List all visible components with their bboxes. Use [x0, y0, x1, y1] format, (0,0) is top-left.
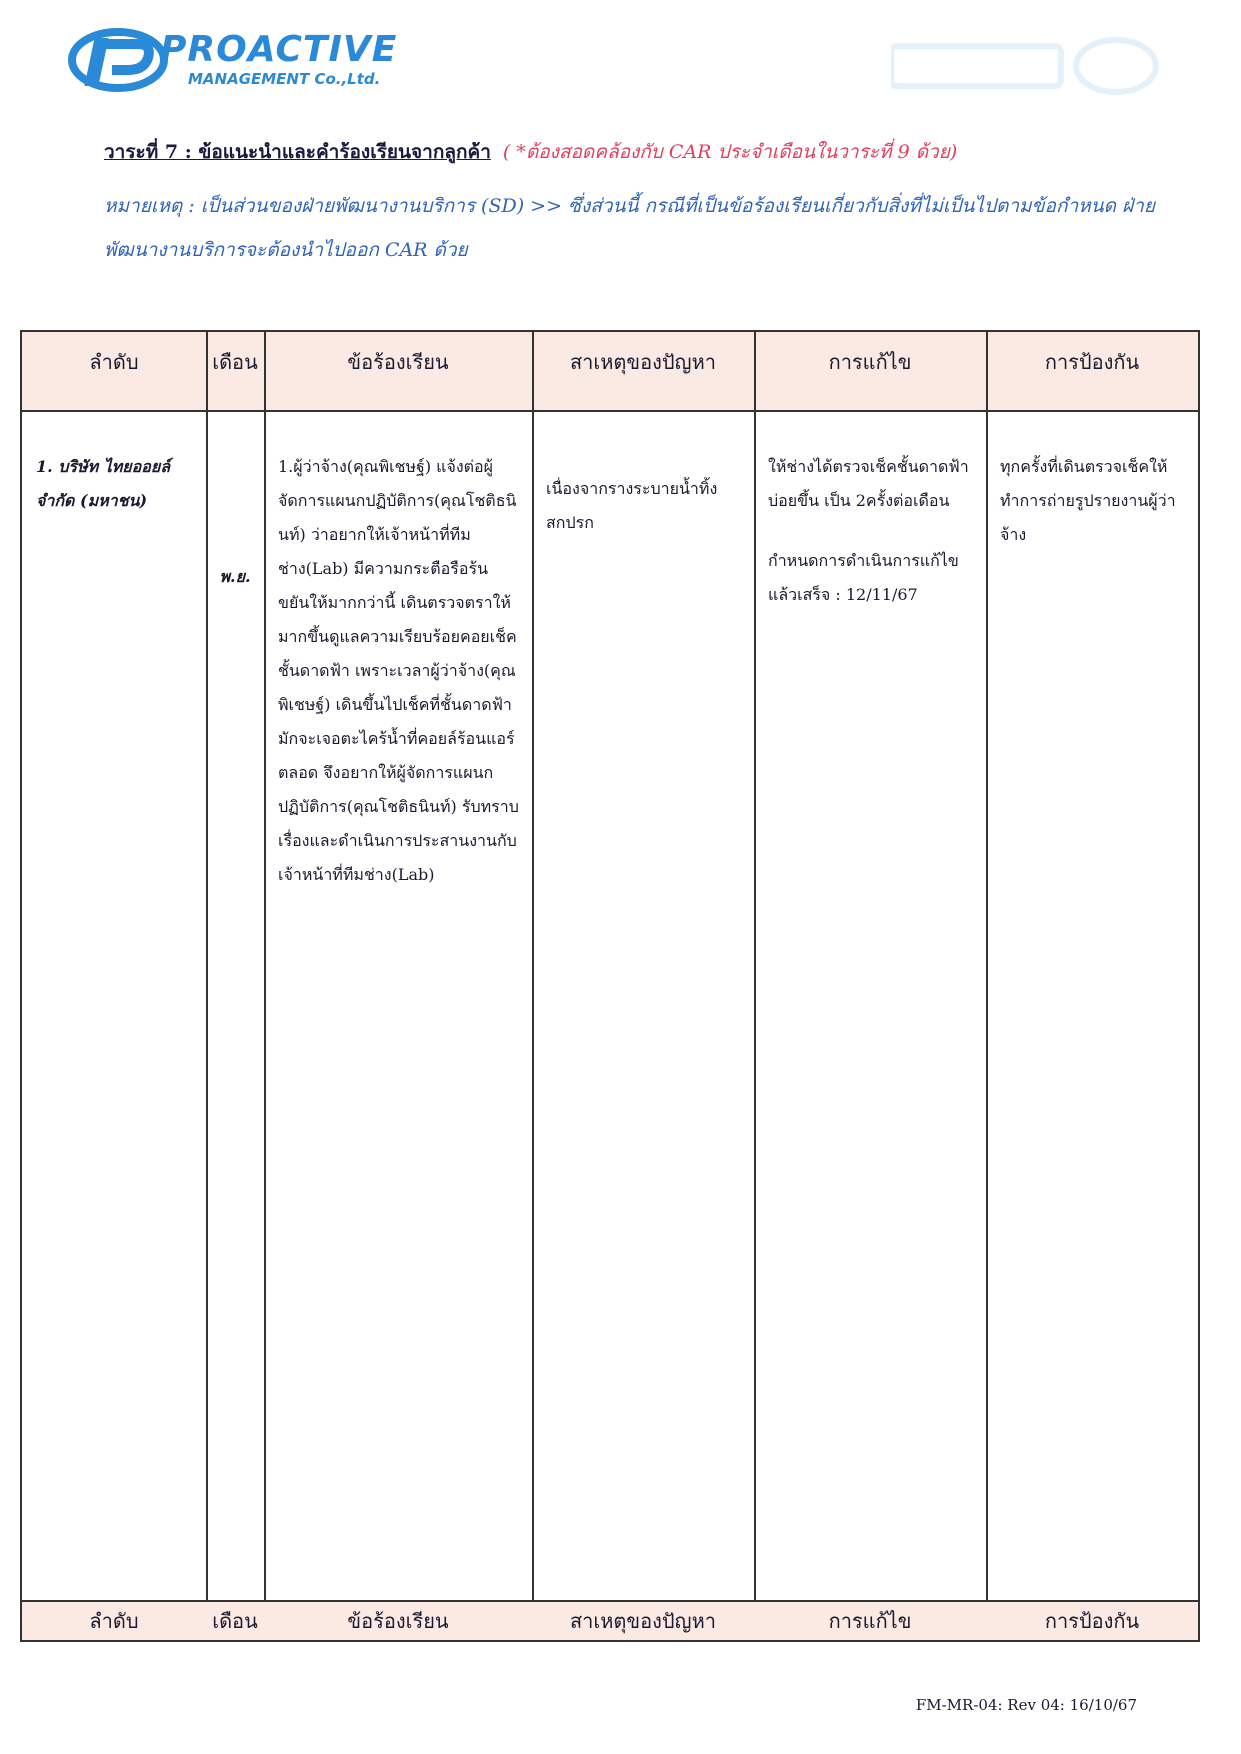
row-complaint: 1.ผู้ว่าจ้าง(คุณพิเชษฐ์) แจ้งต่อผู้จัดการแผนกปฏิบัติการ(คุณโชติธนินท์) ว่าอยากให้เจ้าหน้าที่ทีมช่าง(Lab) มีความกระตือรือร้น ขยันให้มากกว่านี้ เดินตรวจตราให้มากขึ้นดูแลความเรียบร้อยคอยเช็คชั้นดาดฟ้า เพราะเวลาผู้ว่าจ้าง(คุณพิเชษฐ์) เดินขึ้นไปเช็คที่ชั้นดาดฟ้ามักจะเจอตะไคร้น้ำที่คอยล์ร้อนแอร์ตลอด จึงอยากให้ผู้จัดการแผนกปฏิบัติการ(คุณโชติธนินท์) รับทราบเรื่องและดำเนินการประสานงานกับเจ้าหน้าที่ทีมช่าง(Lab): [278, 457, 519, 884]
column-divider: [206, 332, 208, 1640]
column-divider: [264, 332, 266, 1640]
agenda-title: วาระที่ 7 : ข้อแนะนำและคำร้องเรียนจากลูกค้า: [104, 141, 491, 163]
column-header-complaint: ข้อร้องเรียน: [347, 350, 449, 374]
row-correction-due: กำหนดการดำเนินการแก้ไขแล้วเสร็จ : 12/11/67: [768, 551, 959, 604]
column-divider: [986, 332, 988, 1640]
footer-label-month: เดือน: [212, 1609, 258, 1633]
footer-label-prevention: การป้องกัน: [1044, 1609, 1140, 1633]
column-header-prevention: การป้องกัน: [1044, 350, 1140, 374]
table-header-row: [22, 332, 1198, 412]
watermark-logo-icon: [891, 36, 1161, 96]
agenda-note: ( *ต้องสอดคล้องกับ CAR ประจำเดือนในวาระที่ 9 ด้วย): [502, 141, 958, 163]
company-logo: [68, 22, 398, 94]
footer-label-cause: สาเหตุของปัญหา: [569, 1609, 717, 1633]
footer-label-correction: การแก้ไข: [828, 1609, 912, 1633]
footer-label-complaint: ข้อร้องเรียน: [347, 1609, 449, 1633]
column-divider: [532, 332, 534, 1640]
row-order: 1. บริษัท ไทยออยล์ จำกัด (มหาชน): [36, 457, 171, 510]
remark-text: หมายเหตุ : เป็นส่วนของฝ่ายพัฒนางานบริการ (SD) >> ซึ่งส่วนนี้ กรณีที่เป็นข้อร้องเรียนเกี่ยวกับสิ่งที่ไม่เป็นไปตามข้อกำหนด ฝ่ายพัฒนางานบริการจะต้องนำไปออก CAR ด้วย: [104, 195, 1155, 261]
form-code: FM-MR-04: Rev 04: 16/10/67: [915, 1696, 1137, 1714]
brand-subtitle: MANAGEMENT Co.,Ltd.: [188, 70, 381, 88]
agenda-heading: [104, 137, 957, 167]
column-header-order: ลำดับ: [89, 350, 139, 374]
proactive-logo-icon: [68, 22, 168, 94]
table-footer-row: [22, 1600, 1198, 1640]
complaints-table: [20, 330, 1200, 1642]
column-header-cause: สาเหตุของปัญหา: [569, 350, 717, 374]
column-header-correction: การแก้ไข: [828, 350, 912, 374]
row-correction: ให้ช่างได้ตรวจเช็คชั้นดาดฟ้าบ่อยขึ้น เป็น 2ครั้งต่อเดือน: [768, 457, 969, 510]
row-month: พ.ย.: [219, 567, 251, 586]
footer-label-order: ลำดับ: [89, 1609, 139, 1633]
row-cause: เนื่องจากรางระบายน้ำทิ้งสกปรก: [546, 479, 718, 532]
brand-name: PROACTIVE: [160, 29, 398, 70]
column-header-month: เดือน: [212, 350, 258, 374]
column-divider: [754, 332, 756, 1640]
row-prevention: ทุกครั้งที่เดินตรวจเช็คให้ทำการถ่ายรูปรายงานผู้ว่าจ้าง: [1000, 457, 1176, 544]
